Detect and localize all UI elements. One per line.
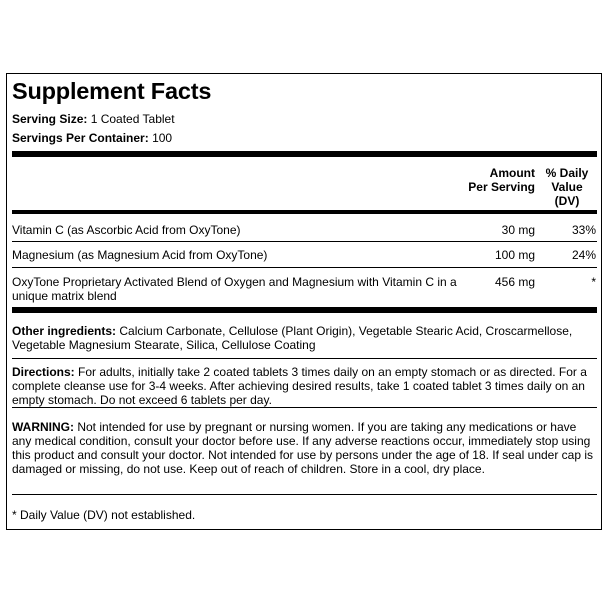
daily-value-header	[538, 166, 596, 208]
nutrient-amount: 30 mg	[501, 223, 535, 237]
dv-header-line2: Value	[551, 180, 583, 194]
warning	[12, 420, 597, 476]
section-divider	[12, 407, 597, 408]
dv-header-line3: (DV)	[554, 194, 580, 208]
section-divider	[12, 494, 597, 495]
nutrient-name: Vitamin C (as Ascorbic Acid from OxyTone)	[12, 223, 241, 237]
section-divider	[12, 358, 597, 359]
amount-per-serving-header	[468, 166, 535, 194]
thick-divider-top	[12, 151, 597, 157]
panel-title: Supplement Facts	[12, 78, 212, 104]
serving-size-value: 1 Coated Tablet	[90, 112, 175, 126]
footnote: * Daily Value (DV) not established.	[12, 508, 196, 522]
nutrient-name: Magnesium (as Magnesium Acid from OxyTone)	[12, 248, 268, 262]
serving-size	[12, 112, 175, 126]
nutrient-amount: 100 mg	[494, 248, 535, 262]
nutrient-amount: 456 mg	[494, 275, 535, 289]
warning-text: Not intended for use by pregnant or nursing women. If you are taking any medications or have any medical condition, consult your doctor before use. If any adverse reactions occur, immediately stop using this product and consult your doctor. Not intended for use by persons under the age of 18. If seal under cap is damaged or missing, do not use. Keep out of reach of children. Store in a cool, dry place.	[12, 420, 594, 476]
servings-per-container	[12, 131, 172, 145]
supplement-facts-panel	[6, 73, 602, 530]
row-divider	[12, 241, 597, 242]
directions-label: Directions:	[12, 365, 75, 379]
nutrient-dv: 24%	[571, 248, 596, 262]
thick-divider-bottom	[12, 307, 597, 313]
nutrient-dv: 33%	[571, 223, 596, 237]
serving-size-label: Serving Size:	[12, 112, 88, 126]
amount-header-line1: Amount	[489, 166, 535, 180]
servings-per-container-label: Servings Per Container:	[12, 131, 149, 145]
nutrient-name: OxyTone Proprietary Activated Blend of Oxygen and Magnesium with Vitamin C in a unique matrix blend	[12, 275, 457, 303]
other-ingredients-label: Other ingredients:	[12, 324, 117, 338]
row-divider	[12, 267, 597, 268]
other-ingredients	[12, 324, 597, 352]
warning-label: WARNING:	[12, 420, 74, 434]
dv-header-line1: % Daily	[545, 166, 589, 180]
nutrient-dv: *	[591, 275, 596, 289]
directions	[12, 365, 597, 407]
medium-divider	[12, 210, 597, 214]
amount-header-line2: Per Serving	[468, 180, 535, 194]
other-ingredients-text: Calcium Carbonate, Cellulose (Plant Origin), Vegetable Stearic Acid, Croscarmellose, Vegetable Magnesium Stearate, Silica, Cellulose Coating	[12, 324, 573, 352]
directions-text: For adults, initially take 2 coated tablets 3 times daily on an empty stomach or as directed. For a complete cleanse use for 3-4 weeks. After achieving desired results, take 1 coated tablet 3 times daily on an empty stomach. Do not exceed 6 tablets per day.	[12, 365, 587, 407]
servings-per-container-value: 100	[152, 131, 173, 145]
